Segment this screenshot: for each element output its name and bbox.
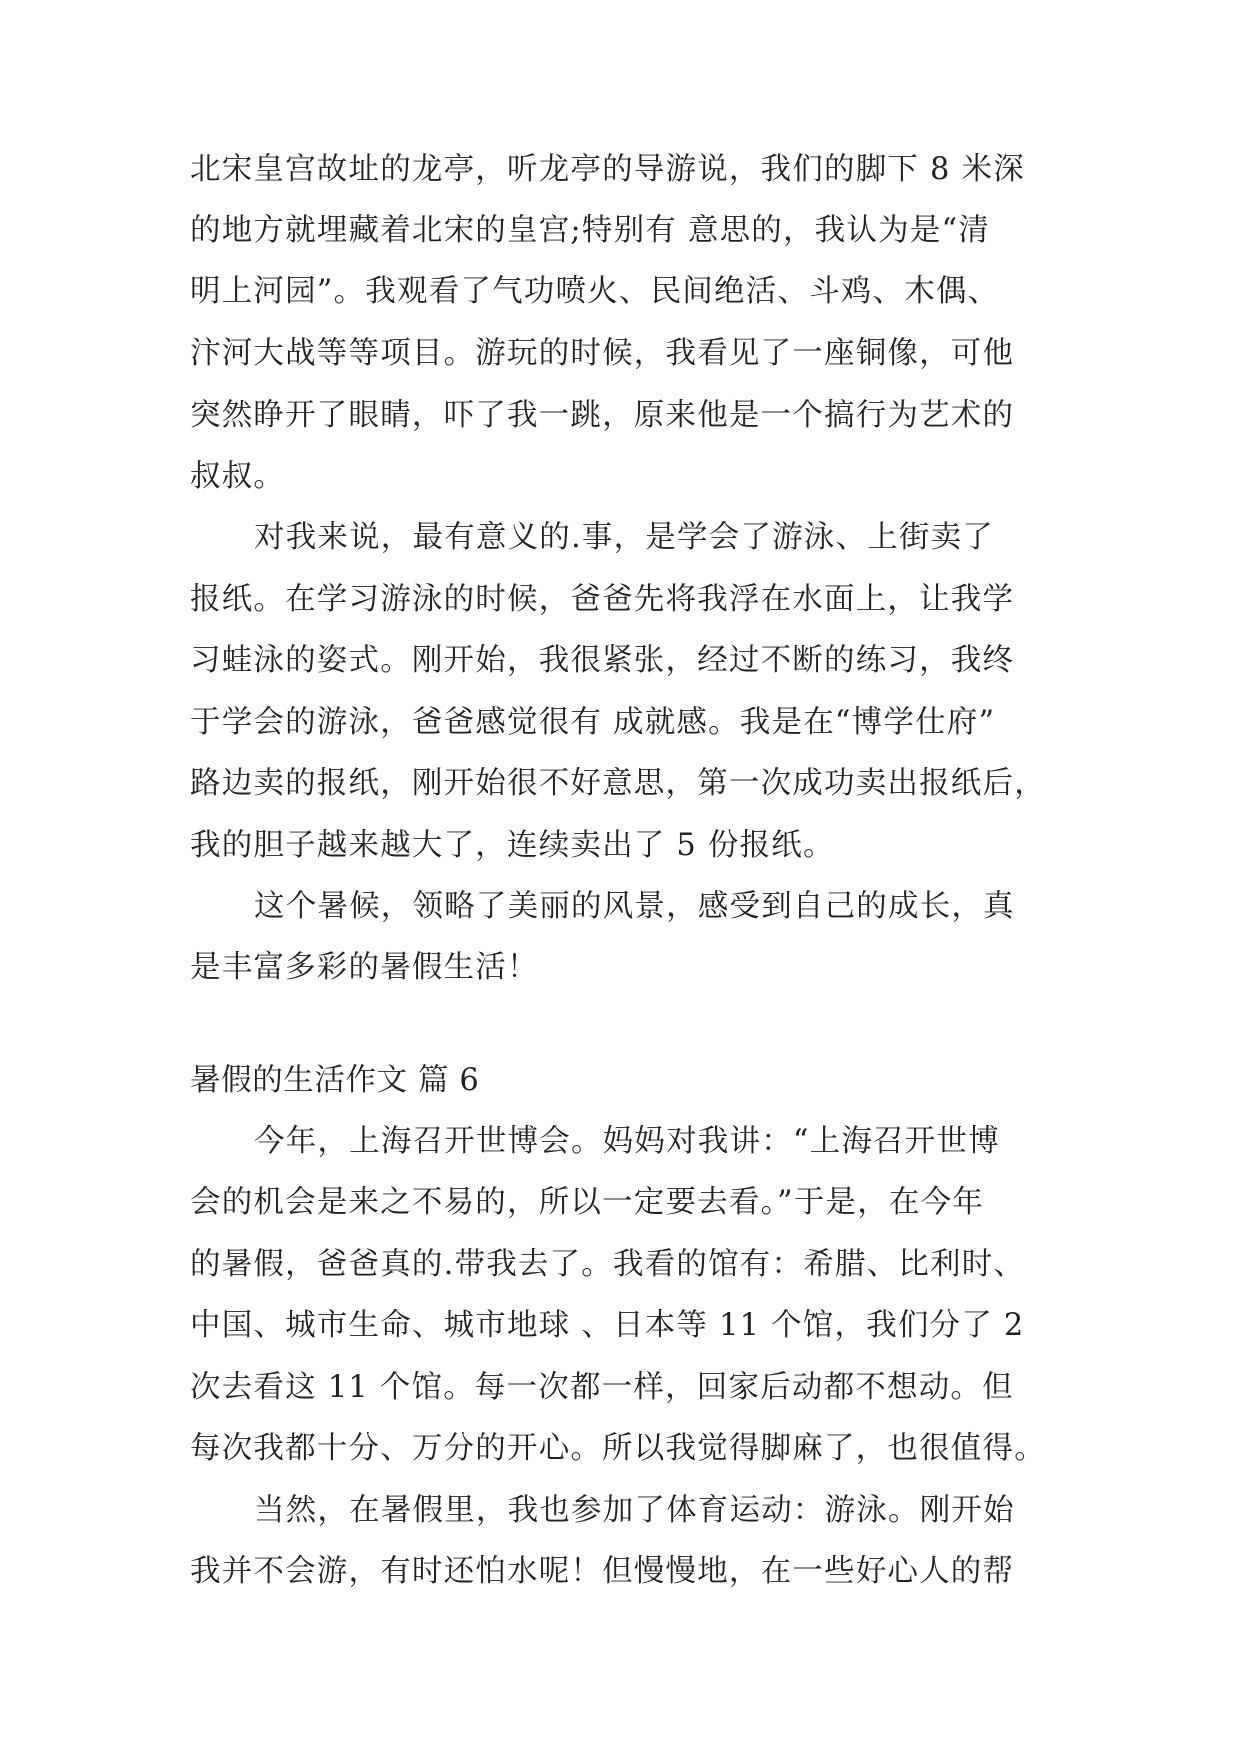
text-line: 的暑假，爸爸真的.带我去了。我看的馆有：希腊、比利时、 <box>190 1247 1026 1282</box>
paragraph-first-line: 当然，在暑假里，我也参加了体育运动：游泳。刚开始 <box>254 1493 1015 1528</box>
text-line: 突然睁开了眼睛，吓了我一跳，原来他是一个搞行为艺术的 <box>190 398 1015 433</box>
paragraph-first-line: 今年，上海召开世博会。妈妈对我讲：“上海召开世博 <box>254 1124 1000 1159</box>
text-line: 会的机会是来之不易的，所以一定要去看。”于是，在今年 <box>190 1185 985 1220</box>
text-line: 明上河园”。我观看了气功喷火、民间绝活、斗鸡、木偶、 <box>190 274 1000 309</box>
text-line: 北宋皇宫故址的龙亭，听龙亭的导游说，我们的脚下 8 米深 <box>190 152 1025 187</box>
text-line: 中国、城市生命、城市地球 、日本等 11 个馆，我们分了 2 <box>190 1308 1025 1343</box>
text-line: 于学会的游泳，爸爸感觉很有 成就感。我是在“博学仕府” <box>190 705 996 740</box>
section-heading: 暑假的生活作文 篇 6 <box>190 1063 480 1098</box>
text-line: 我的胆子越来越大了，连续卖出了 5 份报纸。 <box>190 828 835 863</box>
text-line: 汴河大战等等项目。游玩的时候，我看见了一座铜像，可他 <box>190 336 1015 371</box>
text-line: 的地方就埋藏着北宋的皇宫;特别有 意思的，我认为是“清 <box>190 213 990 248</box>
paragraph-first-line: 对我来说，最有意义的.事，是学会了游泳、上街卖了 <box>254 520 994 555</box>
text-line: 是丰富多彩的暑假生活！ <box>190 950 539 985</box>
text-line: 次去看这 11 个馆。每一次都一样，回家后动都不想动。但 <box>190 1370 1014 1405</box>
paragraph-first-line: 这个暑候，领略了美丽的风景，感受到自己的成长，真 <box>254 889 1015 924</box>
text-line: 我并不会游，有时还怕水呢！但慢慢地，在一些好心人的帮 <box>190 1554 1015 1589</box>
text-line: 报纸。在学习游泳的时候，爸爸先将我浮在水面上，让我学 <box>190 582 1015 617</box>
text-line: 路边卖的报纸，刚开始很不好意思，第一次成功卖出报纸后， <box>190 766 1046 801</box>
text-line: 每次我都十分、万分的开心。所以我觉得脚麻了，也很值得。 <box>190 1431 1046 1466</box>
text-line: 习蛙泳的姿式。刚开始，我很紧张，经过不断的练习，我终 <box>190 643 1015 678</box>
text-line: 叔叔。 <box>190 459 286 494</box>
